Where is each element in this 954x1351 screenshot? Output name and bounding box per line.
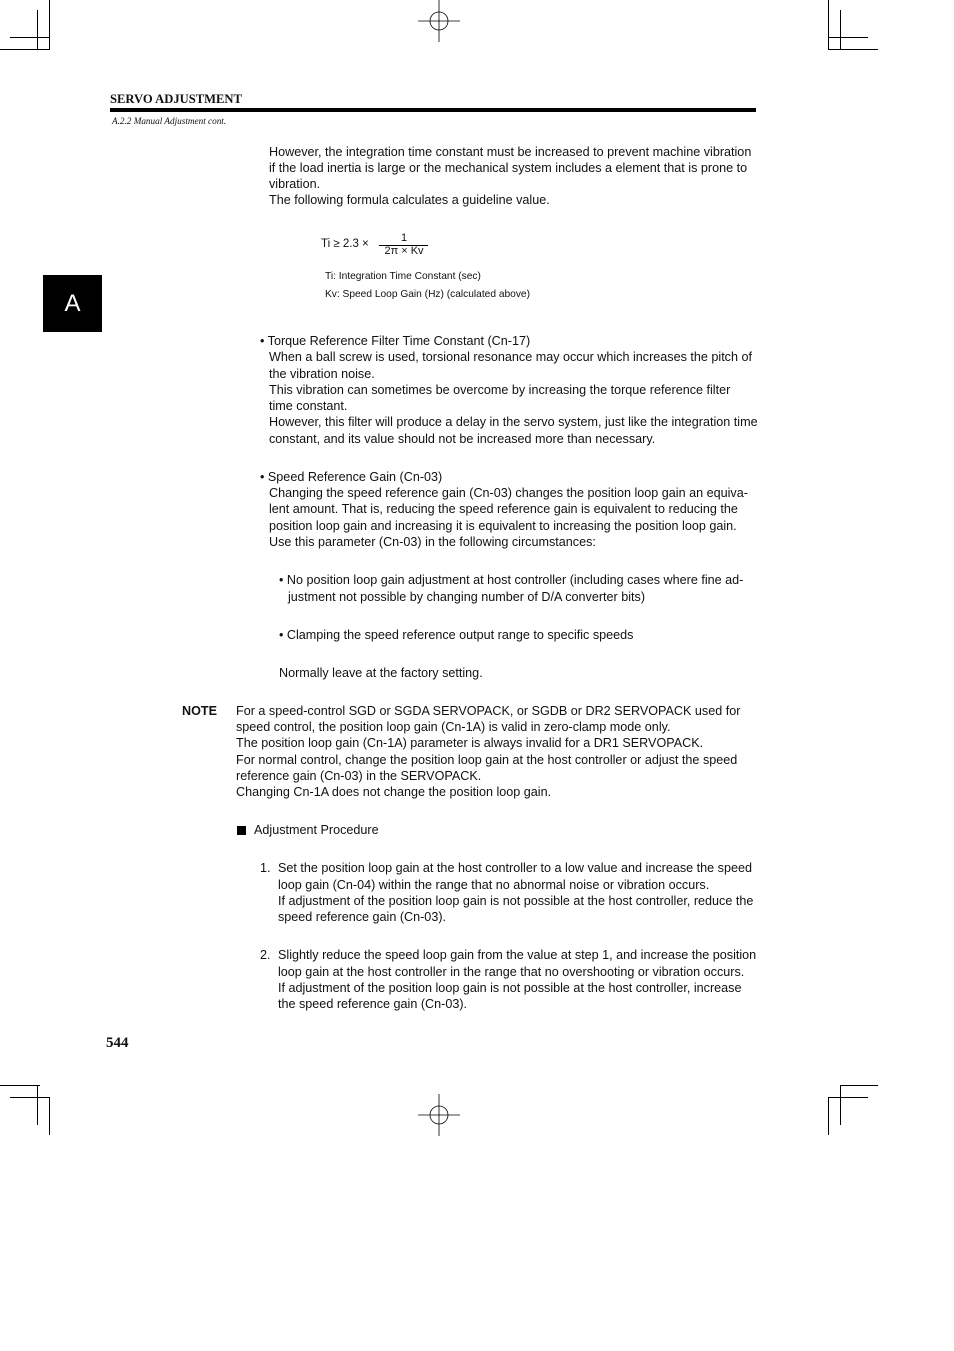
- section-heading: • Torque Reference Filter Time Constant (Cn-17): [260, 334, 531, 348]
- step-line: Set the position loop gain at the host controller to a low value and increase the speed: [278, 861, 752, 875]
- step-line: If adjustment of the position loop gain is not possible at the host controller, increase: [278, 981, 742, 995]
- formula-note: Ti: Integration Time Constant (sec): [325, 271, 481, 282]
- step-line: the speed reference gain (Cn-03).: [278, 997, 468, 1011]
- step-line: loop gain at the host controller in the range that no overshooting or vibration occurs.: [278, 965, 745, 979]
- chapter-tab-letter: A: [64, 290, 81, 317]
- body-line: time constant.: [269, 399, 348, 413]
- list-item: • Clamping the speed reference output range to specific speeds: [279, 628, 634, 642]
- body-line: position loop gain and increasing it is equivalent to increasing the position loop gain.: [269, 519, 737, 533]
- square-bullet-icon: [237, 826, 246, 835]
- intro-line: The following formula calculates a guideline value.: [269, 193, 550, 207]
- intro-line: However, the integration time constant must be increased to prevent machine vibration: [269, 145, 752, 159]
- note-line: speed control, the position loop gain (Cn-1A) is valid in zero-clamp mode only.: [236, 720, 671, 734]
- body-line: However, this filter will produce a delay in the servo system, just like the integration time: [269, 415, 758, 429]
- page-number: 544: [106, 1035, 129, 1051]
- step-line: Slightly reduce the speed loop gain from the value at step 1, and increase the position: [278, 948, 757, 962]
- body-line: Use this parameter (Cn-03) in the following circumstances:: [269, 535, 596, 549]
- header-rule: [110, 108, 756, 112]
- formula-lhs: Ti ≥ 2.3 ×: [321, 238, 369, 250]
- note-line: The position loop gain (Cn-1A) parameter is always invalid for a DR1 SERVOPACK.: [236, 736, 704, 750]
- note-line: Changing Cn-1A does not change the position loop gain.: [236, 785, 552, 799]
- note-line: For a speed-control SGD or SGDA SERVOPACK, or SGDB or DR2 SERVOPACK used for: [236, 704, 741, 718]
- note-line: reference gain (Cn-03) in the SERVOPACK.: [236, 769, 482, 783]
- step-number: 2.: [260, 948, 271, 962]
- body-line: Changing the speed reference gain (Cn-03) changes the position loop gain an equiva-: [269, 486, 748, 500]
- note-line: For normal control, change the position loop gain at the host controller or adjust the speed: [236, 753, 738, 767]
- body-line: When a ball screw is used, torsional resonance may occur which increases the pitch of: [269, 350, 752, 364]
- body-line: This vibration can sometimes be overcome by increasing the torque reference filter: [269, 383, 731, 397]
- formula-denominator: 2π × Kv: [384, 245, 424, 257]
- subsection-title: A.2.2 Manual Adjustment cont.: [112, 116, 227, 126]
- body-line: Normally leave at the factory setting.: [279, 666, 483, 680]
- chapter-tab: [43, 275, 102, 332]
- registration-mark-top: [418, 0, 460, 42]
- formula-note: Kv: Speed Loop Gain (Hz) (calculated above): [325, 289, 530, 300]
- section-heading: • Speed Reference Gain (Cn-03): [260, 470, 443, 484]
- step-line: loop gain (Cn-04) within the range that no abnormal noise or vibration occurs.: [278, 878, 710, 892]
- body-line: the vibration noise.: [269, 367, 375, 381]
- registration-mark-bottom: [418, 1094, 460, 1136]
- formula-numerator: 1: [400, 232, 408, 244]
- list-item: • No position loop gain adjustment at host controller (including cases where fine ad-: [279, 573, 744, 587]
- procedure-heading: Adjustment Procedure: [254, 823, 379, 837]
- step-line: speed reference gain (Cn-03).: [278, 910, 447, 924]
- intro-line: if the load inertia is large or the mechanical system includes a element that is prone to: [269, 161, 748, 175]
- step-number: 1.: [260, 861, 271, 875]
- intro-line: vibration.: [269, 177, 321, 191]
- step-line: If adjustment of the position loop gain is not possible at the host controller, reduce the: [278, 894, 754, 908]
- body-line: constant, and its value should not be increased more than necessary.: [269, 432, 656, 446]
- list-item: justment not possible by changing number of D/A converter bits): [288, 590, 646, 604]
- section-title: SERVO ADJUSTMENT: [110, 92, 242, 106]
- note-label: NOTE: [182, 704, 217, 718]
- body-line: lent amount. That is, reducing the speed reference gain is equivalent to reducing the: [269, 502, 738, 516]
